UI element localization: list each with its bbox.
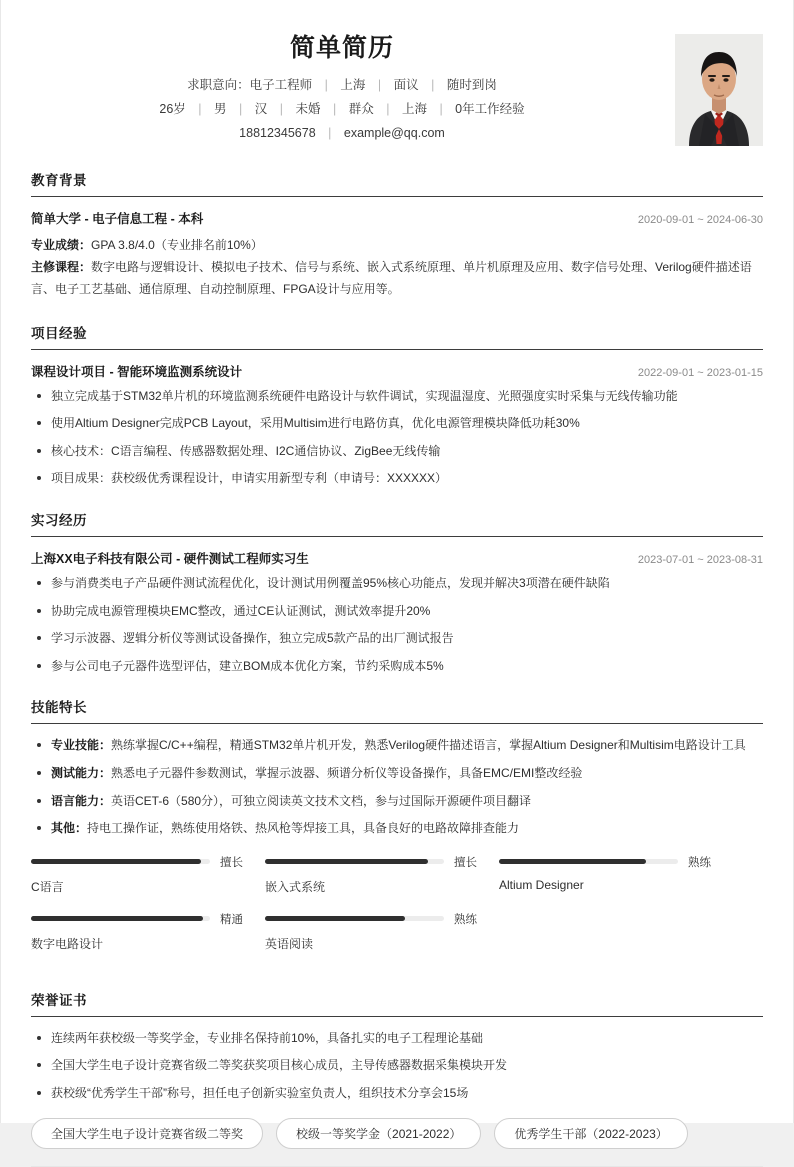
skill-bar-fill [31, 859, 201, 864]
personal-item-1: 男 [214, 102, 227, 116]
list-item: 全国大学生电子设计竞赛省级二等奖获奖项目核心成员，主导传感器数据采集模块开发 [31, 1056, 763, 1075]
project-entry-header [31, 362, 763, 380]
honors-bullet-list [31, 1029, 763, 1103]
objective-item-2: 面议 [393, 78, 419, 92]
list-item: 参与公司电子元器件选型评估，建立BOM成本优化方案，节约采购成本5% [31, 657, 763, 676]
project-entry-title: 课程设计项目 - 智能环境监测系统设计 [31, 364, 243, 379]
job-objective-line [31, 78, 653, 93]
skill-bar-track [499, 859, 678, 864]
list-item: 项目成果：获校级优秀课程设计，申请实用新型专利（申请号：XXXXXX） [31, 469, 763, 488]
skill-label: 测试能力： [51, 765, 112, 780]
skill-text: 熟练掌握C/C++编程，精通STM32单片机开发，熟悉Verilog硬件描述语言，掌握Altium Designer和Multisim电路设计工具 [111, 738, 746, 753]
separator-icon: | [332, 102, 337, 116]
section-divider [31, 349, 763, 350]
separator-icon: | [279, 102, 283, 116]
skill-label: 语言能力： [51, 793, 112, 808]
objective-item-0: 求职意向：电子工程师 [187, 78, 313, 92]
email-address: example@qq.com [343, 126, 445, 140]
skill-bar-row [265, 854, 482, 870]
skill-level-label: 熟练 [454, 913, 477, 926]
skill-text: 熟悉电子元器件参数测试，掌握示波器、频谱分析仪等设备操作，具备EMC/EMI整改经验 [111, 765, 583, 780]
skill-name-label: C语言 [31, 879, 64, 894]
internship-entry-date: 2023-07-01 ~ 2023-08-31 [637, 553, 763, 566]
section-divider [31, 536, 763, 537]
skill-bar-fill [265, 916, 405, 921]
skill-bar-fill [265, 859, 428, 864]
section-title-education: 教育背景 [31, 173, 87, 188]
header-text-block [31, 28, 763, 141]
list-item [31, 764, 763, 783]
honor-tag: 校级一等奖学金（2021-2022） [276, 1118, 481, 1149]
list-item: 获校级“优秀学生干部”称号，担任电子创新实验室负责人，组织技术分享会15场 [31, 1084, 763, 1103]
list-item [31, 819, 763, 838]
section-divider [31, 1016, 763, 1017]
skill-bar-fill [31, 916, 203, 921]
section-education [31, 169, 763, 301]
internship-entry-title: 上海XX电子科技有限公司 - 硬件测试工程师实习生 [31, 551, 309, 566]
skill-bar-track [265, 859, 444, 864]
skill-label: 专业技能： [51, 738, 112, 753]
honor-tag: 优秀学生干部（2022-2023） [494, 1118, 687, 1149]
list-item: 连续两年获校级一等奖学金，专业排名保持前10%，具备扎实的电子工程理论基础 [31, 1029, 763, 1048]
skill-bar-row [31, 911, 248, 927]
list-item [31, 736, 763, 755]
education-gpa-line [31, 234, 763, 256]
skill-bar-item [499, 854, 716, 895]
education-courses-value: 数字电路与逻辑设计、模拟电子技术、信号与系统、嵌入式系统原理、单片机原理及应用、数字信号处理、Verilog硬件描述语言、电子工艺基础、通信原理、自动控制原理、FPGA设计与应用等。 [31, 260, 752, 297]
objective-item-1: 上海 [340, 78, 366, 92]
personal-item-0: 26岁 [159, 102, 186, 116]
skill-bar-row [265, 911, 482, 927]
section-divider [31, 723, 763, 724]
education-entry-header [31, 209, 763, 227]
internship-bullet-list [31, 574, 763, 675]
list-item: 使用Altium Designer完成PCB Layout，采用Multisim进行电路仿真，优化电源管理模块降低功耗30% [31, 414, 763, 433]
contact-line [31, 126, 653, 141]
personal-item-5: 上海 [401, 102, 427, 116]
skill-bar-grid [31, 854, 763, 968]
skill-name-label: 数字电路设计 [31, 936, 104, 951]
skill-bar-item [31, 854, 248, 895]
section-honors [31, 989, 763, 1167]
list-item [31, 792, 763, 811]
skill-name-label: 英语阅读 [265, 936, 314, 951]
project-entry-date: 2022-09-01 ~ 2023-01-15 [637, 366, 763, 379]
separator-icon: | [386, 102, 390, 116]
list-item: 协助完成电源管理模块EMC整改，通过CE认证测试，测试效率提升20% [31, 602, 763, 621]
education-entry-date: 2020-09-01 ~ 2024-06-30 [637, 214, 763, 226]
skill-bar-item [31, 911, 248, 952]
education-courses-label: 主修课程： [31, 260, 92, 275]
section-title-internship: 实习经历 [31, 512, 87, 528]
skill-bar-row [31, 854, 248, 870]
skill-bar-fill [499, 859, 646, 864]
separator-icon: | [431, 78, 435, 92]
separator-icon: | [328, 126, 332, 140]
personal-item-2: 汉 [254, 102, 268, 116]
portrait-photo-icon [675, 34, 763, 146]
list-item: 核心技术：C语言编程、传感器数据处理、I2C通信协议、ZigBee无线传输 [31, 442, 763, 461]
section-internship [31, 509, 763, 675]
separator-icon: | [324, 78, 328, 92]
skill-name-label: Altium Designer [499, 877, 584, 892]
section-skills [31, 696, 763, 967]
honor-tag-row [31, 1118, 763, 1149]
objective-item-3: 随时到岗 [446, 78, 497, 92]
project-bullet-list [31, 387, 763, 488]
avatar [675, 34, 763, 146]
page-title: 简单简历 [289, 34, 394, 62]
personal-item-4: 群众 [348, 102, 374, 116]
skill-bar-row [499, 854, 716, 870]
separator-icon: | [377, 78, 382, 92]
honor-tag: 全国大学生电子设计竞赛省级二等奖 [31, 1118, 263, 1149]
section-title-project: 项目经验 [31, 325, 87, 341]
skill-bar-track [31, 916, 210, 921]
education-gpa-value: GPA 3.8/4.0（专业排名前10%） [91, 238, 263, 252]
skill-level-label: 擅长 [220, 856, 243, 869]
list-item: 学习示波器、逻辑分析仪等测试设备操作，独立完成5款产品的出厂测试报告 [31, 629, 763, 648]
education-entry-title: 简单大学 - 电子信息工程 - 本科 [31, 212, 204, 226]
separator-icon: | [439, 102, 443, 116]
section-project [31, 322, 763, 488]
skill-text: 持电工操作证，熟练使用烙铁、热风枪等焊接工具，具备良好的电路故障排查能力 [87, 821, 520, 836]
skill-level-label: 精通 [220, 913, 243, 926]
separator-icon: | [239, 102, 243, 116]
skill-level-label: 熟练 [688, 856, 711, 869]
resume-header [31, 28, 763, 148]
section-title-skills: 技能特长 [31, 700, 87, 716]
skills-bullet-list [31, 736, 763, 837]
personal-info-line [31, 102, 653, 117]
list-item: 参与消费类电子产品硬件测试流程优化，设计测试用例覆盖95%核心功能点，发现并解决3项潜在硬件缺陷 [31, 574, 763, 593]
skill-level-label: 擅长 [454, 856, 477, 869]
list-item: 独立完成基于STM32单片机的环境监测系统硬件电路设计与软件调试，实现温湿度、光照强度实时采集与无线传输功能 [31, 387, 763, 406]
skill-bar-track [31, 859, 210, 864]
skill-bar-item [265, 854, 482, 895]
internship-entry-header [31, 549, 763, 567]
skill-bar-item [265, 911, 482, 952]
education-gpa-label: 专业成绩： [31, 238, 92, 252]
skill-bar-track [265, 916, 444, 921]
section-title-honors: 荣誉证书 [31, 992, 87, 1008]
personal-item-3: 未婚 [295, 102, 321, 116]
phone-number: 18812345678 [239, 126, 316, 140]
skill-label: 其他： [51, 821, 88, 836]
skill-text: 英语CET-6（580分），可独立阅读英文技术文档，参与过国际开源硬件项目翻译 [111, 793, 532, 808]
separator-icon: | [198, 102, 202, 116]
section-divider [31, 196, 763, 197]
education-courses-line [31, 256, 763, 300]
skill-name-label: 嵌入式系统 [265, 879, 326, 894]
personal-item-6: 0年工作经验 [455, 102, 525, 116]
